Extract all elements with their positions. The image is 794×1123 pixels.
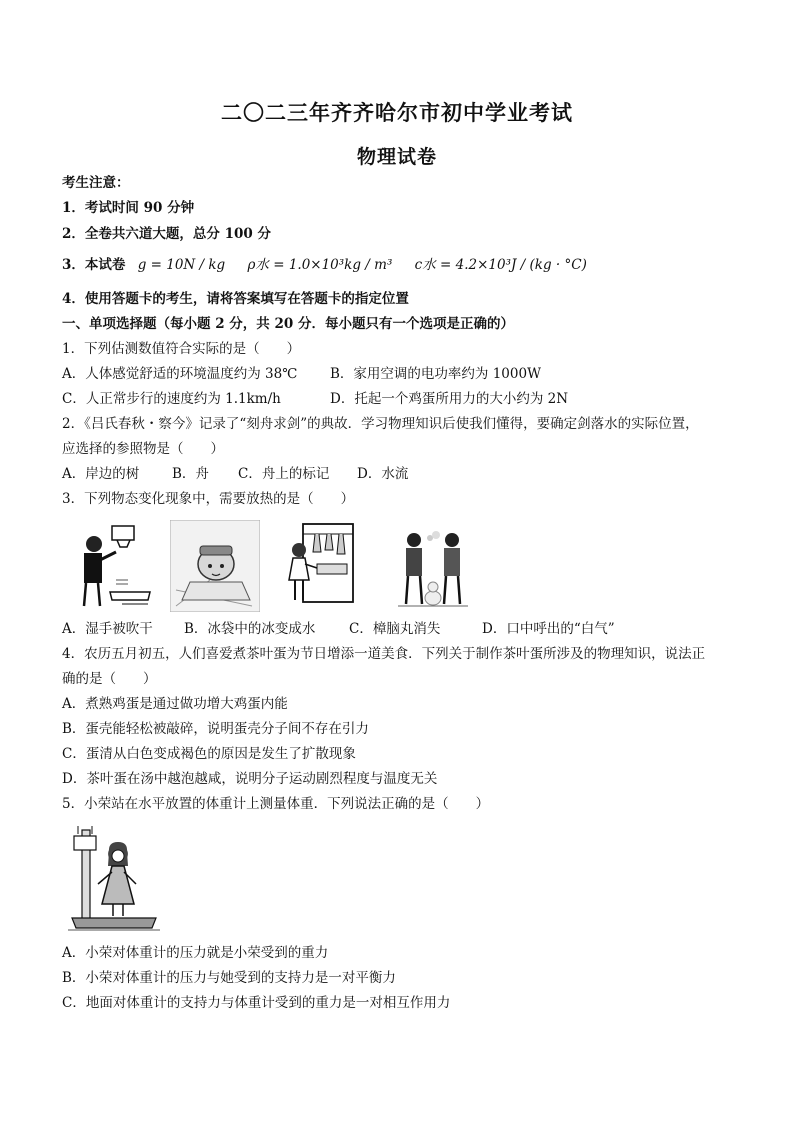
figure-hand-dryer <box>72 520 154 612</box>
q5-option-c: C．地面对体重计的支持力与体重计受到的重力是一对相互作用力 <box>62 995 451 1011</box>
q5-stem: 5．小荣站在水平放置的体重计上测量体重．下列说法正确的是（ ） <box>62 796 490 812</box>
notice-item-4: 4．使用答题卡的考生，请将答案填写在答题卡的指定位置 <box>62 291 409 307</box>
notice-item-3-label: 3．本试卷 <box>62 257 126 273</box>
q4-stem-line1: 4．农历五月初五，人们喜爱煮茶叶蛋为节日增添一道美食．下列关于制作茶叶蛋所涉及的物理知识，说法正 <box>62 646 706 662</box>
q2-option-b: B．舟 <box>172 466 209 482</box>
exam-subtitle: 物理试卷 <box>356 146 437 168</box>
notice-item-3 <box>62 256 587 274</box>
q1-option-d: D．托起一个鸡蛋所用力的大小约为 2N <box>330 391 569 407</box>
q2-option-d: D．水流 <box>357 466 409 482</box>
q1-stem: 1．下列估测数值符合实际的是（ ） <box>62 341 301 357</box>
q3-option-a: A．湿手被吹干 <box>62 621 153 637</box>
q1-option-a: A．人体感觉舒适的环境温度约为 38℃ <box>62 366 298 382</box>
q5-option-b: B．小荣对体重计的压力与她受到的支持力是一对平衡力 <box>62 970 396 986</box>
q2-option-a: A．岸边的树 <box>62 466 140 482</box>
q4-option-b: B．蛋壳能轻松被敲碎，说明蛋壳分子间不存在引力 <box>62 721 369 737</box>
notice-item-1: 1．考试时间 90 分钟 <box>62 200 195 216</box>
q1-option-b: B．家用空调的电功率约为 1000W <box>330 366 541 382</box>
q2-option-c: C．舟上的标记 <box>238 466 330 482</box>
q1-option-c: C．人正常步行的速度约为 1.1km/h <box>62 391 281 407</box>
q2-stem-line1: 2．《吕氏春秋・察今》记录了“刻舟求剑”的典故．学习物理知识后使我们懂得，要确定剑落水的实际位置， <box>62 416 699 432</box>
figure-ice-bag <box>170 520 260 612</box>
figure-weighing-scale <box>68 822 160 934</box>
figure-wardrobe <box>285 520 357 608</box>
q4-option-a: A．煮熟鸡蛋是通过做功增大鸡蛋内能 <box>62 696 288 712</box>
q4-option-d: D．茶叶蛋在汤中越泡越咸，说明分子运动剧烈程度与温度无关 <box>62 771 438 787</box>
notice-heading: 考生注意： <box>62 175 130 191</box>
q3-stem: 3．下列物态变化现象中，需要放热的是（ ） <box>62 491 355 507</box>
q3-option-b: B．冰袋中的冰变成水 <box>184 621 316 637</box>
exam-title: 二〇二三年齐齐哈尔市初中学业考试 <box>221 100 573 125</box>
constant-rho-water: ρ水 = 1.0×10³kg / m³ <box>247 257 393 273</box>
constant-g: g = 10N / kg <box>137 257 226 273</box>
section1-heading: 一、单项选择题（每小题 2 分，共 20 分．每小题只有一个选项是正确的） <box>62 316 514 332</box>
q4-option-c: C．蛋清从白色变成褐色的原因是发生了扩散现象 <box>62 746 356 762</box>
constant-c-water: c水 = 4.2×10³J / (kg · °C) <box>414 257 587 273</box>
q3-option-c: C．樟脑丸消失 <box>349 621 441 637</box>
figure-breath-cold <box>398 520 468 612</box>
q5-option-a: A．小荣对体重计的压力就是小荣受到的重力 <box>62 945 329 961</box>
notice-item-2: 2．全卷共六道大题，总分 100 分 <box>62 226 271 242</box>
q3-option-d: D．口中呼出的“白气” <box>482 621 615 637</box>
q4-stem-line2: 确的是（ ） <box>62 671 157 687</box>
q2-stem-line2: 应选择的参照物是（ ） <box>62 441 224 457</box>
